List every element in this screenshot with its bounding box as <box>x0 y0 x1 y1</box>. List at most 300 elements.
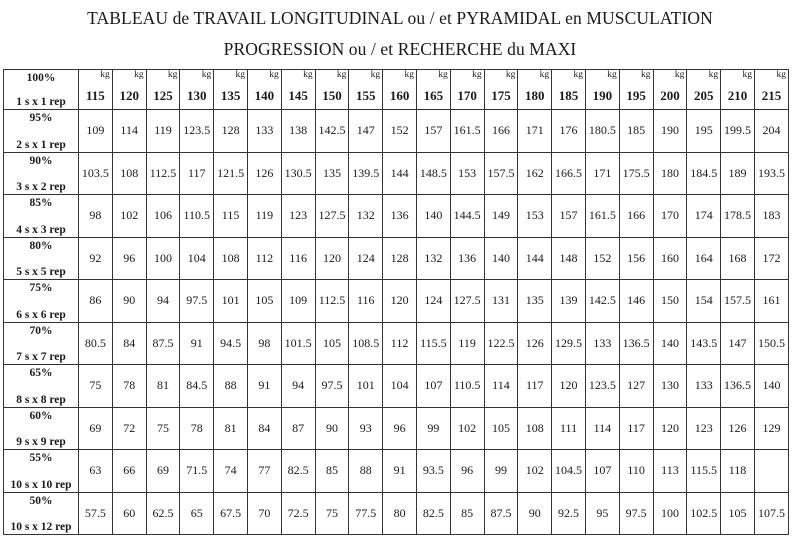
value-cell: 88 <box>214 365 248 408</box>
value-cell: 63 <box>79 450 113 493</box>
value-cell: 104.5 <box>552 450 586 493</box>
load-header-cell <box>721 70 755 110</box>
value-cell: 101.5 <box>281 322 315 365</box>
value-cell: 102 <box>518 450 552 493</box>
value-cell: 157 <box>416 110 450 153</box>
value-cell: 147 <box>349 110 383 153</box>
value-cell: 100 <box>146 237 180 280</box>
value-cell: 172 <box>754 237 788 280</box>
value-cell <box>754 450 788 493</box>
value-cell: 112 <box>383 322 417 365</box>
value-cell: 101 <box>214 280 248 323</box>
row-label-cell <box>4 280 79 323</box>
value-cell: 124 <box>416 280 450 323</box>
training-table <box>3 69 789 535</box>
load-header-cell <box>552 70 586 110</box>
load-header-cell <box>315 70 349 110</box>
load-value: 145 <box>288 87 308 103</box>
value-cell: 86 <box>79 280 113 323</box>
value-cell: 164 <box>687 237 721 280</box>
load-header-cell <box>281 70 315 110</box>
scheme-label: 9 s x 9 rep <box>16 436 66 448</box>
unit-label: kg <box>742 70 752 80</box>
value-cell: 129.5 <box>552 322 586 365</box>
table-row <box>4 492 789 535</box>
value-cell: 153 <box>450 152 484 195</box>
percent-label: 75% <box>29 282 53 294</box>
value-cell: 195 <box>687 110 721 153</box>
table-row <box>4 365 789 408</box>
percent-label: 50% <box>29 494 53 507</box>
unit-label: kg <box>370 70 381 80</box>
value-cell: 174 <box>687 195 721 238</box>
load-header-cell <box>416 70 450 110</box>
load-value: 195 <box>626 87 646 103</box>
load-header-cell <box>146 70 180 110</box>
value-cell: 148.5 <box>416 152 450 195</box>
value-cell: 107.5 <box>754 492 788 535</box>
unit-label: kg <box>674 70 685 80</box>
value-cell: 105 <box>484 407 518 450</box>
value-cell: 71.5 <box>180 450 214 493</box>
value-cell: 112.5 <box>146 152 180 195</box>
value-cell: 94.5 <box>214 322 248 365</box>
unit-label: kg <box>201 70 212 80</box>
value-cell: 107 <box>416 365 450 408</box>
table-row <box>4 195 789 238</box>
row-label-cell <box>4 152 79 195</box>
value-cell: 115.5 <box>687 450 721 493</box>
row-label-cell <box>4 450 79 493</box>
load-header-cell <box>112 70 146 110</box>
load-value: 150 <box>322 87 342 103</box>
value-cell: 115.5 <box>416 322 450 365</box>
value-cell: 126 <box>721 407 755 450</box>
load-header-cell <box>383 70 417 110</box>
value-cell: 128 <box>383 237 417 280</box>
unit-label: kg <box>134 70 144 80</box>
value-cell: 107 <box>585 450 619 493</box>
value-cell: 57.5 <box>79 492 113 535</box>
value-cell: 185 <box>619 110 653 153</box>
value-cell: 126 <box>518 322 552 365</box>
load-header-cell <box>687 70 721 110</box>
value-cell: 160 <box>653 237 687 280</box>
row-label-cell <box>4 492 79 535</box>
value-cell: 114 <box>585 407 619 450</box>
value-cell: 102.5 <box>687 492 721 535</box>
value-cell: 72 <box>112 407 146 450</box>
percent-label: 60% <box>29 409 53 422</box>
value-cell: 129 <box>754 407 788 450</box>
unit-label: kg <box>708 70 719 80</box>
value-cell: 66 <box>112 450 146 493</box>
value-cell: 170 <box>653 195 687 238</box>
value-cell: 127 <box>619 365 653 408</box>
table-row <box>4 450 789 493</box>
value-cell: 142.5 <box>315 110 349 153</box>
unit-label: kg <box>539 70 550 80</box>
value-cell: 133 <box>247 110 281 153</box>
value-cell: 81 <box>214 407 248 450</box>
load-header-cell <box>653 70 687 110</box>
value-cell: 62.5 <box>146 492 180 535</box>
value-cell: 91 <box>180 322 214 365</box>
value-cell: 142.5 <box>585 280 619 323</box>
value-cell: 117 <box>180 152 214 195</box>
value-cell: 149 <box>484 195 518 238</box>
value-cell: 127.5 <box>450 280 484 323</box>
value-cell: 82.5 <box>281 450 315 493</box>
load-value: 125 <box>153 87 173 103</box>
value-cell: 108 <box>518 407 552 450</box>
unit-label: kg <box>336 70 347 80</box>
value-cell: 193.5 <box>754 152 788 195</box>
value-cell: 90 <box>112 280 146 323</box>
value-cell: 136.5 <box>721 365 755 408</box>
value-cell: 117 <box>619 407 653 450</box>
value-cell: 130.5 <box>281 152 315 195</box>
value-cell: 96 <box>450 450 484 493</box>
row-label-cell <box>4 237 79 280</box>
load-value: 190 <box>592 87 613 103</box>
value-cell: 75 <box>146 407 180 450</box>
load-header-cell <box>518 70 552 110</box>
unit-label: kg <box>776 70 786 80</box>
value-cell: 112 <box>247 237 281 280</box>
value-cell: 87.5 <box>484 492 518 535</box>
load-header-cell <box>484 70 518 110</box>
value-cell: 152 <box>383 110 417 153</box>
unit-label: kg <box>505 70 516 80</box>
value-cell: 98 <box>79 195 113 238</box>
value-cell: 156 <box>619 237 653 280</box>
value-cell: 99 <box>416 407 450 450</box>
value-cell: 84 <box>247 407 281 450</box>
value-cell: 157 <box>552 195 586 238</box>
load-header-cell <box>79 70 113 110</box>
value-cell: 104 <box>383 365 417 408</box>
table-row <box>4 322 789 365</box>
value-cell: 161.5 <box>585 195 619 238</box>
table-row <box>4 110 789 153</box>
table-row <box>4 152 789 195</box>
value-cell: 91 <box>383 450 417 493</box>
load-value: 130 <box>187 87 207 103</box>
value-cell: 113 <box>653 450 687 493</box>
load-header-cell <box>450 70 484 110</box>
value-cell: 84 <box>112 322 146 365</box>
value-cell: 144.5 <box>450 195 484 238</box>
value-cell: 178.5 <box>721 195 755 238</box>
value-cell: 132 <box>416 237 450 280</box>
value-cell: 150 <box>653 280 687 323</box>
value-cell: 108 <box>112 152 146 195</box>
value-cell: 157.5 <box>484 152 518 195</box>
value-cell: 183 <box>754 195 788 238</box>
scheme-label: 3 s x 2 rep <box>16 181 66 193</box>
value-cell: 102 <box>450 407 484 450</box>
value-cell: 84.5 <box>180 365 214 408</box>
value-cell: 60 <box>112 492 146 535</box>
value-cell: 104 <box>180 237 214 280</box>
value-cell: 175.5 <box>619 152 653 195</box>
value-cell: 146 <box>619 280 653 323</box>
value-cell: 90 <box>518 492 552 535</box>
value-cell: 126 <box>247 152 281 195</box>
scheme-label: 6 s x 6 rep <box>16 308 66 321</box>
value-cell: 140 <box>416 195 450 238</box>
value-cell: 166.5 <box>552 152 586 195</box>
value-cell: 119 <box>146 110 180 153</box>
value-cell: 105 <box>315 322 349 365</box>
load-value: 115 <box>86 87 105 103</box>
value-cell: 140 <box>653 322 687 365</box>
value-cell: 127.5 <box>315 195 349 238</box>
percent-label: 55% <box>29 452 53 464</box>
value-cell: 94 <box>281 365 315 408</box>
value-cell: 114 <box>112 110 146 153</box>
load-value: 215 <box>761 87 782 103</box>
scheme-label: 10 s x 10 rep <box>10 478 72 491</box>
value-cell: 70 <box>247 492 281 535</box>
header-label-cell <box>4 70 79 110</box>
value-cell: 95 <box>585 492 619 535</box>
unit-label: kg <box>167 70 178 80</box>
value-cell: 108.5 <box>349 322 383 365</box>
value-cell: 99 <box>484 450 518 493</box>
value-cell: 105 <box>247 280 281 323</box>
value-cell: 93.5 <box>416 450 450 493</box>
value-cell: 116 <box>349 280 383 323</box>
unit-label: kg <box>235 70 245 80</box>
value-cell: 94 <box>146 280 180 323</box>
value-cell: 88 <box>349 450 383 493</box>
load-value: 135 <box>220 87 241 103</box>
unit-label: kg <box>641 70 651 80</box>
value-cell: 117 <box>518 365 552 408</box>
value-cell: 106 <box>146 195 180 238</box>
load-value: 165 <box>423 87 444 103</box>
value-cell: 72.5 <box>281 492 315 535</box>
row-label-cell <box>4 365 79 408</box>
load-value: 185 <box>558 87 579 103</box>
value-cell: 114 <box>484 365 518 408</box>
table-row <box>4 237 789 280</box>
value-cell: 109 <box>281 280 315 323</box>
percent-label: 85% <box>29 197 53 209</box>
value-cell: 152 <box>585 237 619 280</box>
scheme-label: 2 s x 1 rep <box>16 138 66 151</box>
percent-label: 65% <box>29 367 53 379</box>
value-cell: 120 <box>315 237 349 280</box>
value-cell: 119 <box>247 195 281 238</box>
row-label-cell <box>4 407 79 450</box>
value-cell: 102 <box>112 195 146 238</box>
value-cell: 85 <box>315 450 349 493</box>
load-header-cell <box>180 70 214 110</box>
value-cell: 122.5 <box>484 322 518 365</box>
value-cell: 111 <box>552 407 586 450</box>
load-header-cell <box>214 70 248 110</box>
value-cell: 144 <box>383 152 417 195</box>
value-cell: 103.5 <box>79 152 113 195</box>
value-cell: 69 <box>79 407 113 450</box>
value-cell: 105 <box>721 492 755 535</box>
value-cell: 136 <box>450 237 484 280</box>
value-cell: 190 <box>653 110 687 153</box>
value-cell: 91 <box>247 365 281 408</box>
unit-label: kg <box>472 70 482 80</box>
value-cell: 121.5 <box>214 152 248 195</box>
value-cell: 108 <box>214 237 248 280</box>
value-cell: 97.5 <box>315 365 349 408</box>
value-cell: 153 <box>518 195 552 238</box>
value-cell: 123 <box>687 407 721 450</box>
value-cell: 144 <box>518 237 552 280</box>
scheme-label: 1 s x 1 rep <box>16 96 66 108</box>
value-cell: 80 <box>383 492 417 535</box>
header-row <box>4 70 789 110</box>
value-cell: 81 <box>146 365 180 408</box>
value-cell: 123.5 <box>180 110 214 153</box>
value-cell: 98 <box>247 322 281 365</box>
value-cell: 120 <box>653 407 687 450</box>
value-cell: 161.5 <box>450 110 484 153</box>
value-cell: 87 <box>281 407 315 450</box>
table-row <box>4 280 789 323</box>
value-cell: 204 <box>754 110 788 153</box>
load-value: 140 <box>254 87 275 103</box>
unit-label: kg <box>573 70 583 80</box>
value-cell: 123.5 <box>585 365 619 408</box>
load-header-cell <box>349 70 383 110</box>
value-cell: 136 <box>383 195 417 238</box>
row-label-cell <box>4 110 79 153</box>
unit-label: kg <box>404 70 414 80</box>
value-cell: 184.5 <box>687 152 721 195</box>
value-cell: 139.5 <box>349 152 383 195</box>
value-cell: 162 <box>518 152 552 195</box>
value-cell: 119 <box>450 322 484 365</box>
value-cell: 93 <box>349 407 383 450</box>
value-cell: 130 <box>653 365 687 408</box>
value-cell: 171 <box>518 110 552 153</box>
value-cell: 116 <box>281 237 315 280</box>
value-cell: 112.5 <box>315 280 349 323</box>
page-title: TABLEAU de TRAVAIL LONGITUDINAL ou / et PYRAMIDAL en MUSCULATION <box>87 8 713 28</box>
value-cell: 82.5 <box>416 492 450 535</box>
unit-label: kg <box>269 70 279 80</box>
load-value: 175 <box>491 87 511 103</box>
value-cell: 150.5 <box>754 322 788 365</box>
load-value: 200 <box>660 87 680 103</box>
load-header-cell <box>585 70 619 110</box>
unit-label: kg <box>100 70 110 80</box>
value-cell: 131 <box>484 280 518 323</box>
value-cell: 120 <box>552 365 586 408</box>
scheme-label: 10 s x 12 rep <box>10 521 72 533</box>
row-label-cell <box>4 195 79 238</box>
value-cell: 115 <box>214 195 248 238</box>
value-cell: 69 <box>146 450 180 493</box>
value-cell: 101 <box>349 365 383 408</box>
value-cell: 110.5 <box>180 195 214 238</box>
value-cell: 171 <box>585 152 619 195</box>
percent-label: 90% <box>29 154 53 167</box>
value-cell: 147 <box>721 322 755 365</box>
value-cell: 132 <box>349 195 383 238</box>
value-cell: 110 <box>619 450 653 493</box>
load-value: 160 <box>389 87 410 103</box>
value-cell: 75 <box>315 492 349 535</box>
value-cell: 128 <box>214 110 248 153</box>
value-cell: 110.5 <box>450 365 484 408</box>
value-cell: 85 <box>450 492 484 535</box>
value-cell: 67.5 <box>214 492 248 535</box>
value-cell: 135 <box>315 152 349 195</box>
value-cell: 65 <box>180 492 214 535</box>
load-header-cell <box>619 70 653 110</box>
value-cell: 90 <box>315 407 349 450</box>
percent-label: 70% <box>29 324 53 337</box>
load-header-cell <box>754 70 788 110</box>
load-value: 170 <box>457 87 477 103</box>
page-subtitle: PROGRESSION ou / et RECHERCHE du MAXI <box>223 39 577 59</box>
value-cell: 78 <box>180 407 214 450</box>
value-cell: 139 <box>552 280 586 323</box>
value-cell: 123 <box>281 195 315 238</box>
value-cell: 157.5 <box>721 280 755 323</box>
value-cell: 96 <box>112 237 146 280</box>
scheme-label: 8 s x 8 rep <box>16 393 66 406</box>
unit-label: kg <box>607 70 617 80</box>
value-cell: 180.5 <box>585 110 619 153</box>
value-cell: 140 <box>754 365 788 408</box>
value-cell: 135 <box>518 280 552 323</box>
load-value: 205 <box>693 87 714 103</box>
value-cell: 166 <box>484 110 518 153</box>
value-cell: 168 <box>721 237 755 280</box>
unit-label: kg <box>303 70 313 80</box>
value-cell: 133 <box>687 365 721 408</box>
value-cell: 96 <box>383 407 417 450</box>
load-header-cell <box>247 70 281 110</box>
value-cell: 74 <box>214 450 248 493</box>
value-cell: 189 <box>721 152 755 195</box>
value-cell: 77 <box>247 450 281 493</box>
value-cell: 161 <box>754 280 788 323</box>
value-cell: 136.5 <box>619 322 653 365</box>
value-cell: 92 <box>79 237 113 280</box>
unit-label: kg <box>438 70 448 80</box>
value-cell: 97.5 <box>619 492 653 535</box>
value-cell: 124 <box>349 237 383 280</box>
table-row <box>4 407 789 450</box>
value-cell: 176 <box>552 110 586 153</box>
load-value: 180 <box>525 87 545 103</box>
value-cell: 77.5 <box>349 492 383 535</box>
value-cell: 138 <box>281 110 315 153</box>
value-cell: 97.5 <box>180 280 214 323</box>
value-cell: 154 <box>687 280 721 323</box>
table-body <box>4 110 789 535</box>
value-cell: 87.5 <box>146 322 180 365</box>
value-cell: 143.5 <box>687 322 721 365</box>
load-value: 155 <box>356 87 376 103</box>
value-cell: 166 <box>619 195 653 238</box>
value-cell: 120 <box>383 280 417 323</box>
